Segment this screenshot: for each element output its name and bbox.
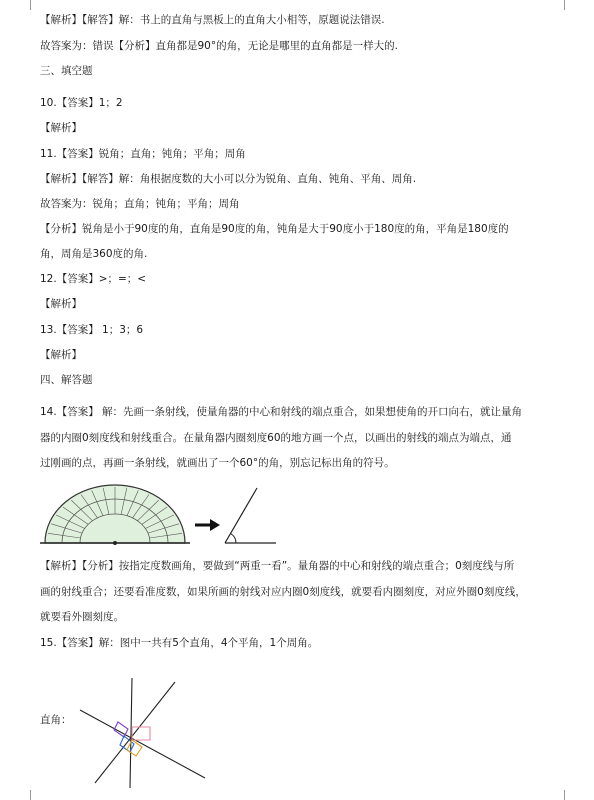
q11-answer: 11.【答案】锐角；直角；钝角；平角；周角	[40, 148, 246, 160]
crop-mark-bottom-right	[564, 790, 575, 800]
q9-answer-analysis: 故答案为：错误【分析】直角都是90°的角，无论是哪里的直角都是一样大的.	[40, 40, 398, 52]
q14-analysis-line-2: 画的射线重合；还要看准度数，如果所画的射线对应内圈0刻度线，就要看内圈刻度，对应外圈0刻度线，	[40, 586, 526, 598]
arrow-right-icon	[195, 519, 220, 531]
q13-answer: 13.【答案】 1；3；6	[40, 324, 144, 336]
q13-analysis: 【解析】	[40, 349, 82, 361]
q9-analysis: 【解析】【解答】解：书上的直角与黑板上的直角大小相等，原题说法错误.	[40, 14, 385, 26]
q14-answer-line-3: 过刚画的点，再画一条射线，就画出了一个60°的角，别忘记标出角的符号。	[40, 457, 395, 469]
q10-answer: 10.【答案】1；2	[40, 97, 123, 109]
q11-explanation-line-1: 【分析】锐角是小于90度的角，直角是90度的角，钝角是大于90度小于180度的角，平角是180度的	[40, 223, 509, 235]
sixty-degree-angle-drawing	[225, 488, 276, 543]
q12-analysis: 【解析】	[40, 298, 82, 310]
q14-answer-line-1: 14.【答案】 解：先画一条射线，使量角器的中心和射线的端点重合，如果想使角的开口向右，就让量角	[40, 406, 523, 418]
right-angle-label: 直角：	[40, 714, 72, 726]
q14-analysis-line-3: 就要看外圈刻度。	[40, 611, 124, 623]
q14-answer-line-2: 器的内圈0刻度线和射线重合。在量角器内圈刻度60的地方画一个点，以画出的射线的端点为端点，通	[40, 432, 512, 444]
intersecting-lines-figure	[70, 678, 220, 788]
q15-answer: 15.【答案】解：图中一共有5个直角，4个平角，1个周角。	[40, 637, 319, 649]
crop-mark-top-left	[20, 0, 31, 10]
crop-mark-bottom-left	[20, 790, 31, 800]
q11-final-answer: 故答案为：锐角；直角；钝角；平角；周角	[40, 198, 240, 210]
q12-answer: 12.【答案】>；=；<	[40, 273, 147, 285]
section-heading-solve: 四、解答题	[40, 374, 93, 386]
protractor-icon	[40, 485, 190, 545]
q11-explanation-line-2: 角，周角是360度的角.	[40, 248, 148, 260]
q11-analysis: 【解析】【解答】解：角根据度数的大小可以分为锐角、直角、钝角、平角、周角.	[40, 173, 417, 185]
section-heading-fill-blanks: 三、填空题	[40, 65, 93, 77]
q10-analysis: 【解析】	[40, 122, 82, 134]
q14-analysis-line-1: 【解析】【分析】按指定度数画角，要做到“两重一看”。量角器的中心和射线的端点重合；0刻度线与所	[40, 560, 515, 572]
protractor-figure	[40, 478, 280, 548]
crop-mark-top-right	[564, 0, 575, 10]
